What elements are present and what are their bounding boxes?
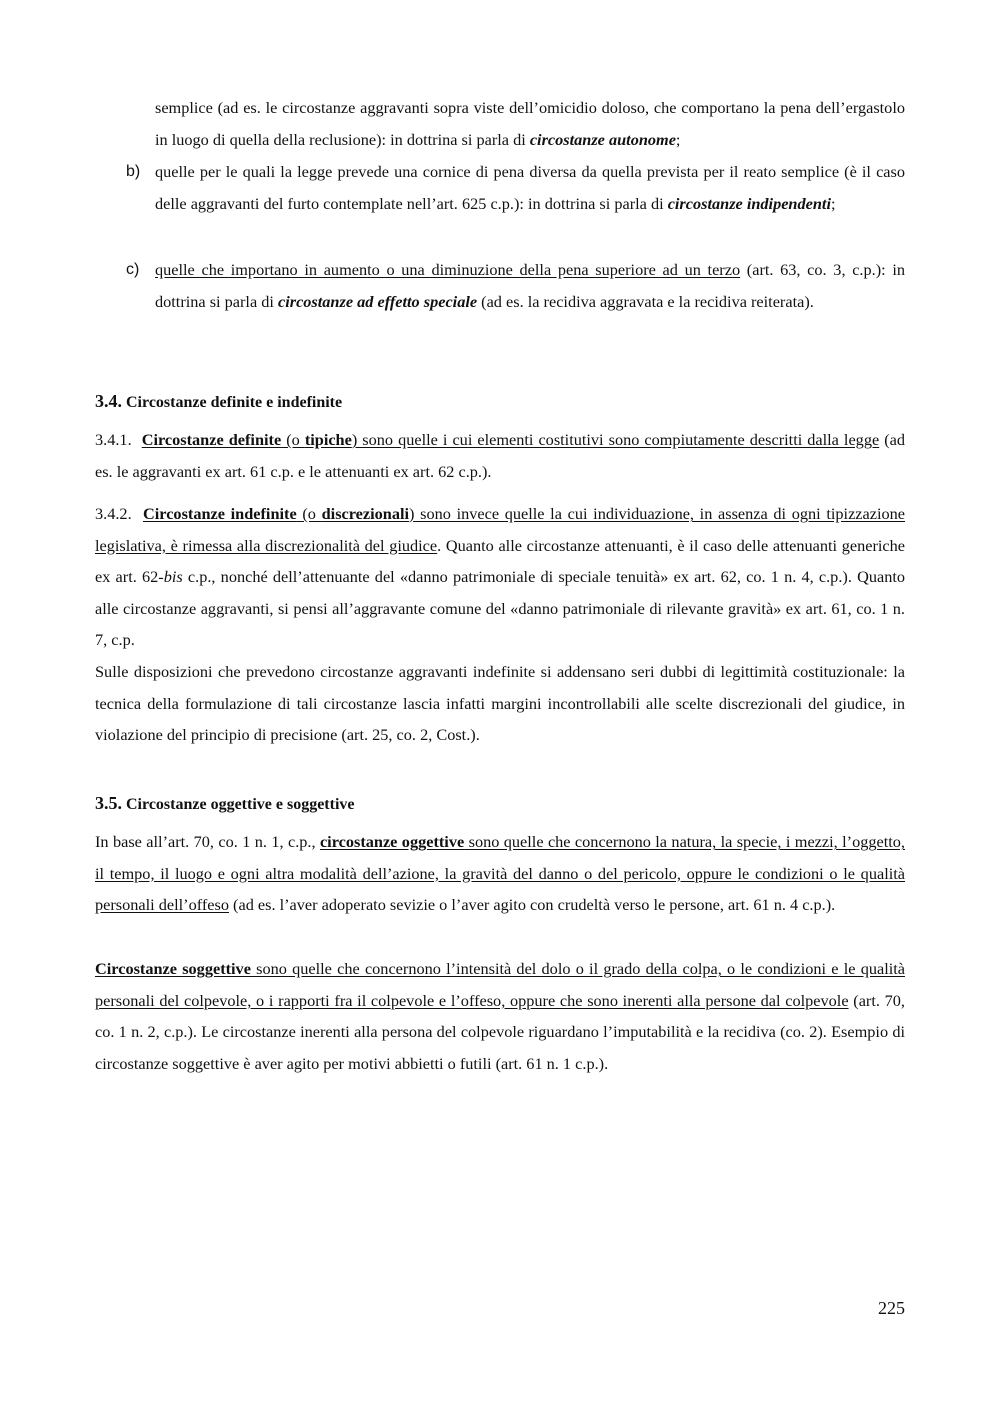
punctuation: ; xyxy=(830,193,836,213)
paragraph-text: semplice (ad es. le circostanze aggravanti sopra viste dell’omicidio doloso, che comportano la pena dell’ergastolo in luogo di quella della reclusione): in dottrina si parla di xyxy=(155,98,905,149)
underlined-text: ) sono quelle i cui elementi costitutivi sono compiutamente descritti dalla legge xyxy=(351,430,880,449)
paragraph-text: . Quanto alle circostanze attenuanti, è il caso delle attenuanti generiche ex art. 62- xyxy=(95,535,906,586)
paragraph-text: (art. 63, co. 3, c.p.): in dottrina si parla di xyxy=(155,260,905,311)
list-item-c xyxy=(126,254,905,317)
paragraph-number: 3.4.2. xyxy=(95,504,143,523)
paragraph-text: c.p., nonché dell’attenuante del «danno patrimoniale di speciale tenuità» ex art. 62, co. 1 n. 4, c.p.). Quanto alle circostanze aggravanti, si pensi all’aggravante comune del «danno patrimoniale di rilevante gravità» ex art. 61, co. 1 n. 7, c.p. xyxy=(95,567,906,649)
paragraph-text: (ad es. le aggravanti ex art. 61 c.p. e le attenuanti ex art. 62 c.p.). xyxy=(95,430,906,481)
underlined-text: (o xyxy=(296,504,322,523)
paragraph-text: (ad es. la recidiva aggravata e la recidiva reiterata). xyxy=(477,291,814,311)
paragraph-text: In base all’art. 70, co. 1 n. 1, c.p., xyxy=(95,832,320,851)
underlined-text: quelle che importano in aumento o una diminuzione della pena superiore ad un terzo xyxy=(155,260,741,279)
section-title: Circostanze definite e indefinite xyxy=(122,394,343,411)
underlined-text: sono quelle che concernono l’intensità del dolo o il grado della colpa, o le condizioni e le qualità personali del colpevole, o i rapporti fra il colpevole e l’offeso, oppure che sono inerenti alla persone dal colpevole xyxy=(95,959,905,1010)
section-number: 3.5. xyxy=(95,793,122,813)
section-title: Circostanze oggettive e soggettive xyxy=(122,796,355,813)
term-circostanze-indipendenti: circostanze indipendenti xyxy=(667,193,831,213)
list-item-a-continuation xyxy=(155,92,905,155)
underlined-text: (o xyxy=(281,430,305,449)
term-tipiche: tipiche xyxy=(304,430,352,449)
term-circostanze-soggettive: Circostanze soggettive xyxy=(95,959,251,978)
section-number: 3.4. xyxy=(95,391,122,411)
paragraph-number: 3.4.1. xyxy=(95,430,142,449)
term-circostanze-definite: Circostanze definite xyxy=(141,430,282,449)
section-heading-3-5 xyxy=(95,788,355,821)
paragraph-3-4-1 xyxy=(95,424,905,487)
list-marker-b: b) xyxy=(126,163,141,180)
punctuation: ; xyxy=(675,129,681,149)
list-item-b-text xyxy=(155,156,905,219)
list-item-c-text xyxy=(155,254,905,317)
term-discrezionali: discrezionali xyxy=(321,504,410,523)
term-circostanze-autonome: circostanze autonome xyxy=(529,129,676,149)
term-circostanze-indefinite: Circostanze indefinite xyxy=(142,504,297,523)
paragraph-legittimita: Sulle disposizioni che prevedono circostanze aggravanti indefinite si addensano seri dubbi di legittimità costituzionale: la tecnica della formulazione di tali circostanze lascia infatti margini incontrollabili alle scelte discrezionali del giudice, in violazione del principio di precisione (art. 25, co. 2, Cost.). xyxy=(95,662,905,744)
italic-bis: bis xyxy=(163,567,183,586)
list-item-b xyxy=(126,156,905,219)
paragraph-circostanze-oggettive xyxy=(95,826,905,921)
paragraph-3-4-2 xyxy=(95,498,905,656)
underlined-text: sono quelle che concernono la natura, la specie, i mezzi, l’oggetto, il tempo, il luogo e ogni altra modalità dell’azione, la gravità del danno o del pericolo, oppure le condizioni o le qualità personali dell’offeso xyxy=(95,832,905,914)
underlined-text: ) sono invece quelle la cui individuazione, in assenza di ogni tipizzazione legislativa, è rimessa alla discrezionalità del giudice xyxy=(95,504,906,555)
list-marker-c: c) xyxy=(126,261,140,278)
term-circostanze-effetto-speciale: circostanze ad effetto speciale xyxy=(277,291,478,311)
paragraph-text: quelle per le quali la legge prevede una cornice di pena diversa da quella prevista per il reato semplice (è il caso delle aggravanti del furto contemplate nell’art. 625 c.p.): in dottrina si parla di xyxy=(155,162,905,213)
page-number: 225 xyxy=(878,1298,905,1318)
paragraph-text: (ad es. l’aver adoperato sevizie o l’aver agito con crudeltà verso le persone, art. 61 n. 4 c.p.). xyxy=(228,895,836,914)
section-heading-3-4 xyxy=(95,386,342,419)
paragraph-circostanze-soggettive xyxy=(95,953,905,1079)
term-circostanze-oggettive: circostanze oggettive xyxy=(319,832,465,851)
paragraph-text: (art. 70, co. 1 n. 2, c.p.). Le circostanze inerenti alla persona del colpevole riguardano l’imputabilità e la recidiva (co. 2). Esempio di circostanze soggettive è aver agito per motivi abbietti o futili (art. 61 n. 1 c.p.). xyxy=(95,990,905,1073)
